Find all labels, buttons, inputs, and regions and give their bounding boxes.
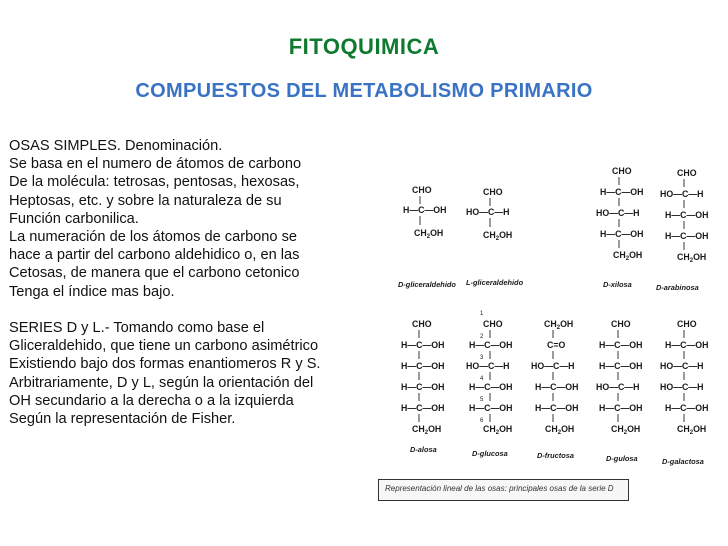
svg-text:4: 4 bbox=[480, 376, 484, 382]
l-glyceraldehyde-structure bbox=[466, 187, 512, 242]
svg-text:CHO: CHO bbox=[612, 166, 632, 176]
body-line: OSAS SIMPLES. Denominación. bbox=[9, 138, 223, 154]
figure-caption-box bbox=[378, 479, 629, 501]
svg-text:HO—C—H: HO—C—H bbox=[660, 189, 704, 199]
svg-text:6: 6 bbox=[480, 418, 484, 424]
label-d-gulose: D-gulosa bbox=[606, 454, 638, 463]
svg-text:H—C—OH: H—C—OH bbox=[469, 340, 513, 350]
svg-text:CHO: CHO bbox=[412, 185, 432, 195]
svg-text:CH2OH: $CH_2OH$ bbox=[483, 424, 513, 436]
d-glyceraldehyde-structure bbox=[403, 185, 447, 240]
d-xylose-structure bbox=[596, 166, 644, 262]
body-line: OH secundario a la derecha o a la izquierda bbox=[9, 392, 294, 409]
svg-text:HO—C—H: HO—C—H bbox=[596, 208, 640, 218]
svg-text:CH2OH: $CH_2OH$ bbox=[414, 228, 444, 240]
svg-text:H—C—OH: H—C—OH bbox=[401, 361, 445, 371]
svg-text:H—C—OH: H—C—OH bbox=[599, 340, 643, 350]
svg-text:H—C—OH: H—C—OH bbox=[535, 382, 579, 392]
svg-text:H—C—OH: H—C—OH bbox=[535, 403, 579, 413]
body-line: SERIES D y L.- Tomando como base el bbox=[9, 320, 265, 337]
svg-text:HO—C—H: HO—C—H bbox=[660, 361, 704, 371]
svg-text:CHO: CHO bbox=[483, 187, 503, 197]
svg-text:H—C—OH: H—C—OH bbox=[401, 340, 445, 350]
svg-text:H—C—OH: H—C—OH bbox=[469, 382, 513, 392]
svg-text:HO—C—H: HO—C—H bbox=[531, 361, 575, 371]
figure-caption: Representación lineal de las osas: principales osas de la serie D bbox=[385, 484, 614, 493]
body-line: Existiendo bajo dos formas enantiomeros R y S. bbox=[9, 356, 321, 373]
svg-text:CH2OH: $CH_2OH$ bbox=[545, 424, 575, 436]
body-line: Se basa en el numero de átomos de carbono bbox=[9, 156, 302, 173]
d-glucose-structure bbox=[466, 311, 513, 436]
page-title: FITOQUIMICA bbox=[288, 34, 440, 59]
svg-text:H—C—OH: H—C—OH bbox=[600, 187, 644, 197]
label-d-glyceraldehyde: D-gliceraldehido bbox=[398, 280, 456, 289]
body-line: Tenga el índice mas bajo. bbox=[9, 283, 175, 300]
svg-text:H—C—OH: H—C—OH bbox=[469, 403, 513, 413]
svg-text:H—C—OH: H—C—OH bbox=[665, 403, 709, 413]
svg-text:CH2OH: $CH_2OH$ bbox=[483, 230, 513, 242]
body-line: Heptosas, etc. y sobre la naturaleza de su bbox=[9, 192, 282, 209]
d-arabinose-structure bbox=[660, 168, 709, 264]
svg-text:H—C—OH: H—C—OH bbox=[401, 382, 445, 392]
svg-text:CH2OH: $CH_2OH$ bbox=[677, 424, 707, 436]
svg-text:CH2OH: $CH_2OH$ bbox=[544, 319, 574, 331]
label-d-galactose: D-galactosa bbox=[662, 457, 704, 466]
body-line: Cetosas, de manera que el carbono cetonico bbox=[9, 265, 300, 282]
body-line: hace a partir del carbono aldehidico o, en las bbox=[9, 247, 300, 264]
svg-text:H—C—OH: H—C—OH bbox=[665, 210, 709, 220]
d-allose-structure bbox=[401, 319, 445, 436]
label-d-glucose: D-glucosa bbox=[472, 449, 508, 458]
svg-text:5: 5 bbox=[480, 397, 484, 403]
svg-text:H—C—OH: H—C—OH bbox=[599, 403, 643, 413]
svg-text:H—C—OH: H—C—OH bbox=[599, 361, 643, 371]
body-line: De la molécula: tetrosas, pentosas, hexosas, bbox=[9, 174, 300, 191]
svg-text:HO—C—H: HO—C—H bbox=[466, 207, 510, 217]
svg-text:CHO: CHO bbox=[483, 319, 503, 329]
svg-text:2: 2 bbox=[480, 334, 484, 340]
label-d-allose: D-alosa bbox=[410, 445, 437, 454]
svg-text:H—C—OH: H—C—OH bbox=[600, 229, 644, 239]
svg-text:H—C—OH: H—C—OH bbox=[401, 403, 445, 413]
svg-text:HO—C—H: HO—C—H bbox=[660, 382, 704, 392]
body-line: Gliceraldehido, que tiene un carbono asimétrico bbox=[9, 338, 319, 355]
body-line: Función carbonilica. bbox=[9, 210, 139, 227]
svg-text:H—C—OH: H—C—OH bbox=[665, 340, 709, 350]
d-galactose-structure bbox=[660, 319, 709, 436]
label-d-arabinose: D-arabinosa bbox=[656, 283, 699, 292]
svg-text:CHO: CHO bbox=[412, 319, 432, 329]
svg-text:CH2OH: $CH_2OH$ bbox=[613, 250, 643, 262]
label-l-glyceraldehyde: L-gliceraldehido bbox=[466, 278, 524, 287]
d-fructose-structure bbox=[531, 319, 579, 436]
page-subtitle: COMPUESTOS DEL METABOLISMO PRIMARIO bbox=[135, 80, 593, 102]
body-line: Arbitrariamente, D y L, según la orientación del bbox=[9, 374, 314, 391]
svg-text:CH2OH: $CH_2OH$ bbox=[412, 424, 442, 436]
svg-text:HO—C—H: HO—C—H bbox=[596, 382, 640, 392]
body-line: Según la representación de Fisher. bbox=[9, 411, 236, 428]
svg-text:HO—C—H: HO—C—H bbox=[466, 361, 510, 371]
svg-text:CHO: CHO bbox=[611, 319, 631, 329]
body-line: La numeración de los átomos de carbono se bbox=[9, 229, 297, 246]
svg-text:CH2OH: $CH_2OH$ bbox=[677, 252, 707, 264]
svg-text:CHO: CHO bbox=[677, 319, 697, 329]
svg-text:H—C—OH: H—C—OH bbox=[403, 205, 447, 215]
svg-text:1: 1 bbox=[480, 311, 484, 317]
label-d-xylose: D-xilosa bbox=[603, 280, 632, 289]
svg-text:C=O: C=O bbox=[547, 340, 566, 350]
svg-text:CHO: CHO bbox=[677, 168, 697, 178]
d-gulose-structure bbox=[596, 319, 643, 436]
label-d-fructose: D-fructosa bbox=[537, 451, 574, 460]
svg-text:3: 3 bbox=[480, 355, 484, 361]
svg-text:CH2OH: $CH_2OH$ bbox=[611, 424, 641, 436]
svg-text:H—C—OH: H—C—OH bbox=[665, 231, 709, 241]
